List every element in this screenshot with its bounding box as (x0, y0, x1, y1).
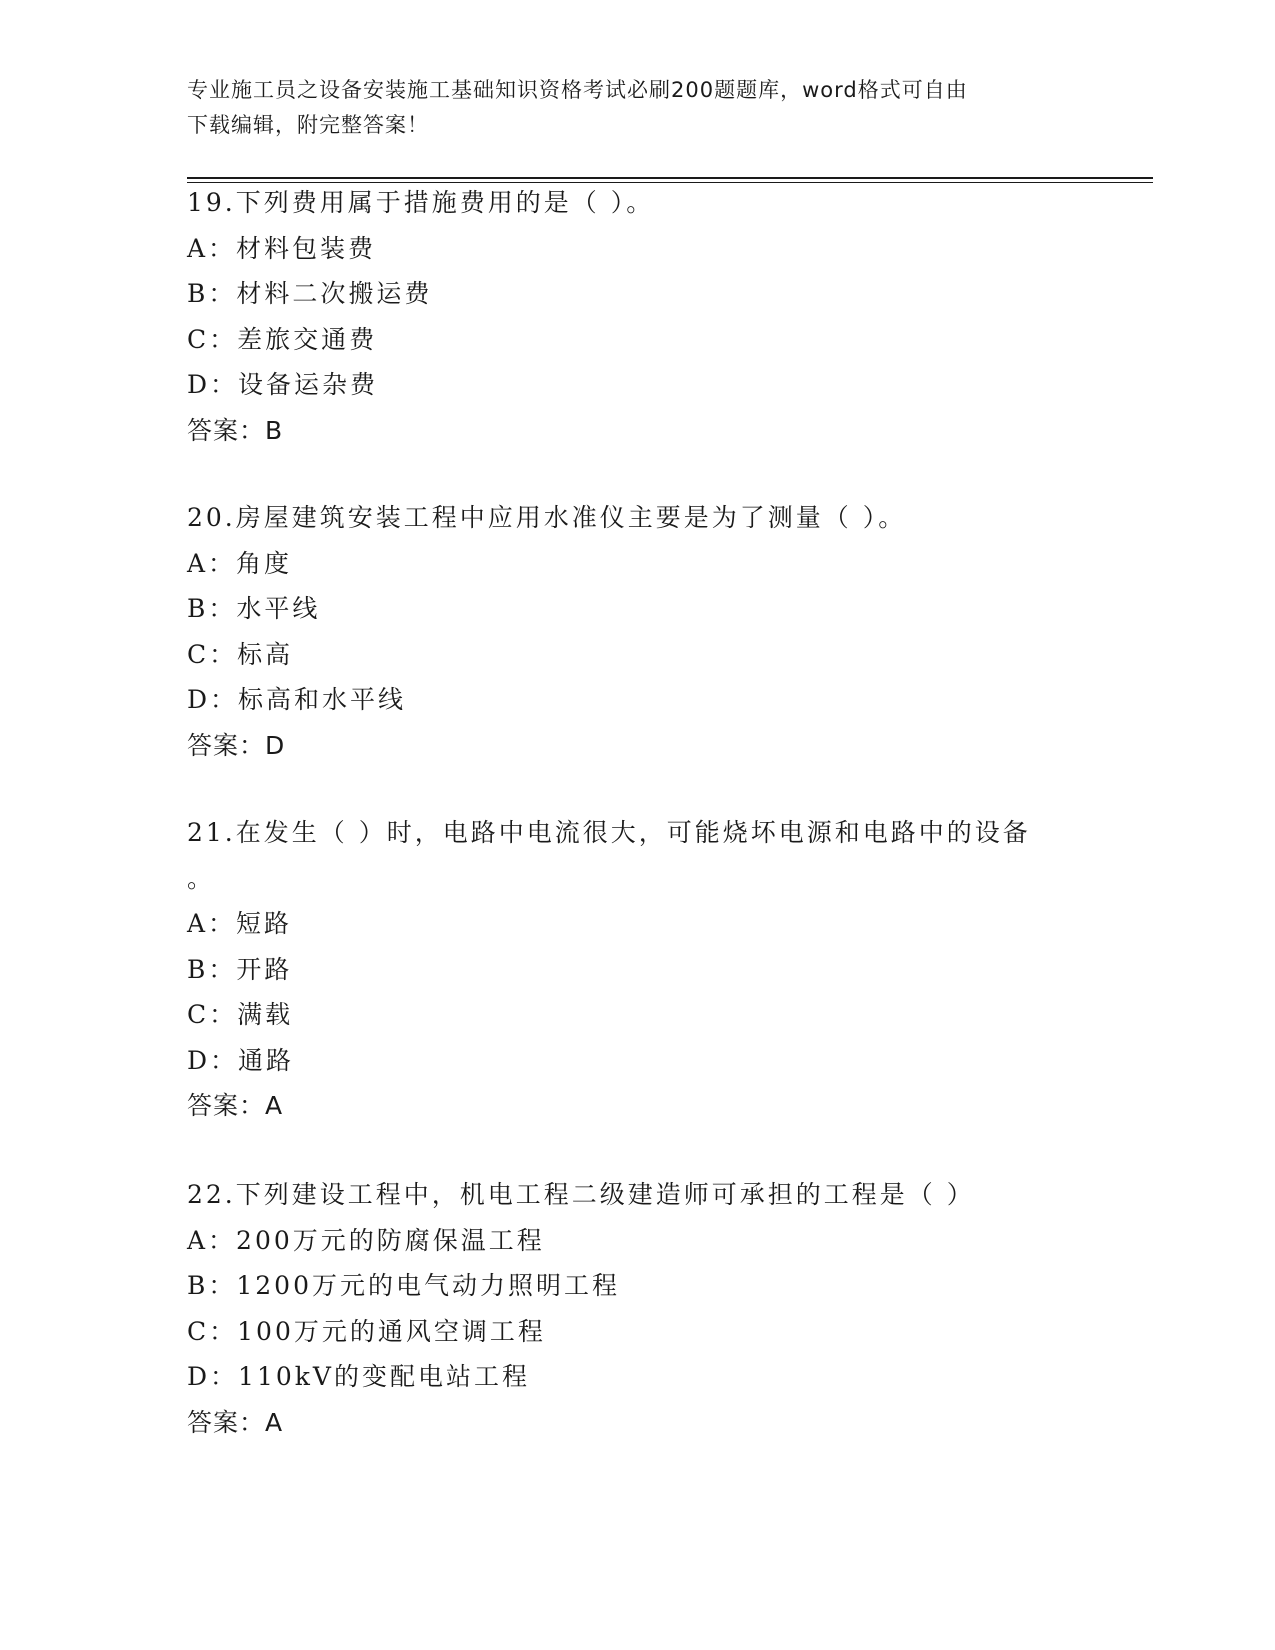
option-c: C：100万元的通风空调工程 (187, 1316, 546, 1346)
option-a: A：材料包装费 (187, 233, 377, 263)
option-a: A：角度 (187, 548, 293, 578)
question-stem: 19.下列费用属于措施费用的是（ ）。 (187, 188, 655, 217)
option-c: C：标高 (187, 639, 294, 669)
question-stem: 20.房屋建筑安装工程中应用水准仪主要是为了测量（ ）。 (187, 503, 907, 532)
answer: 答案：D (187, 730, 286, 760)
option-d: D：通路 (187, 1045, 295, 1075)
option-b: B：水平线 (187, 594, 321, 623)
question-stem: 22.下列建设工程中，机电工程二级建造师可承担的工程是（ ） (187, 1180, 975, 1209)
option-a: A：200万元的防腐保温工程 (187, 1225, 545, 1255)
question-stem-continuation: 。 (187, 863, 216, 893)
question-22 (187, 1172, 1087, 1445)
option-d: D：设备运杂费 (187, 370, 379, 399)
option-b: B：材料二次搬运费 (187, 279, 433, 308)
header-line-1: 专业施工员之设备安装施工基础知识资格考试必刷200题题库，word格式可自由 (187, 78, 968, 102)
question-21 (187, 810, 1087, 1129)
header-divider-thick (187, 177, 1153, 179)
question-19 (187, 180, 1087, 453)
option-d: D：110kV的变配电站工程 (187, 1362, 530, 1391)
option-d: D：标高和水平线 (187, 685, 407, 714)
document-header (187, 73, 1067, 143)
option-c: C：差旅交通费 (187, 324, 378, 354)
option-c: C：满载 (187, 1000, 294, 1029)
header-line-2: 下载编辑，附完整答案！ (187, 113, 429, 137)
answer: 答案：A (187, 1407, 284, 1437)
option-b: B：1200万元的电气动力照明工程 (187, 1271, 620, 1300)
question-20 (187, 495, 1087, 768)
answer: 答案：B (187, 415, 284, 445)
question-stem: 21.在发生（ ）时，电路中电流很大，可能烧坏电源和电路中的设备 (187, 818, 1031, 847)
option-a: A：短路 (187, 909, 293, 938)
option-b: B：开路 (187, 954, 293, 984)
answer: 答案：A (187, 1091, 284, 1120)
